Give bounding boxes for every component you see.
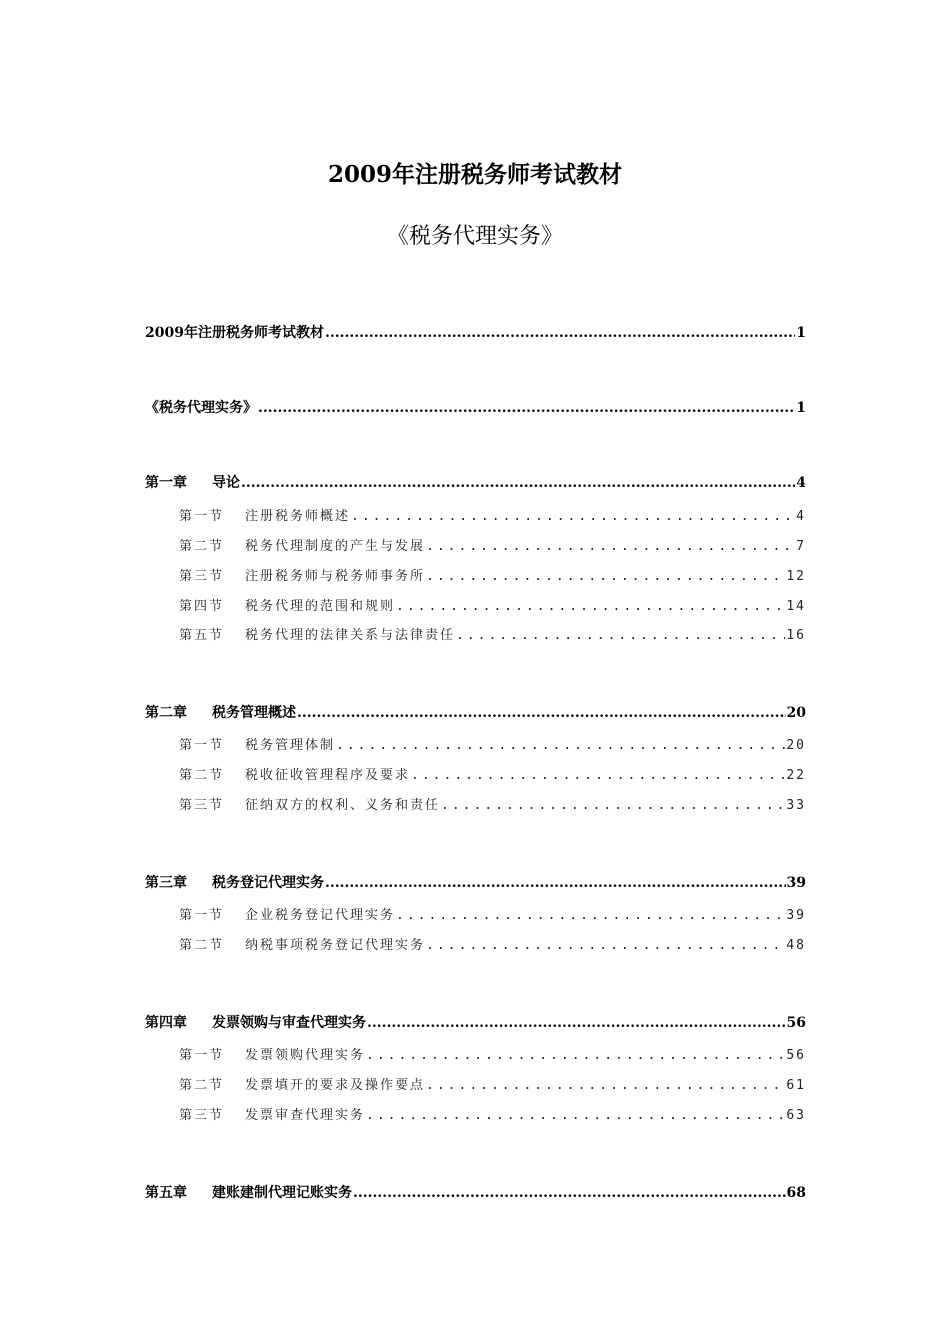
toc-page-number: 61 [786, 1078, 806, 1093]
toc-page-number: 39 [786, 875, 806, 891]
toc-leader-dots [426, 938, 785, 953]
toc-chapter-4[interactable] [145, 1012, 806, 1032]
toc-page-number: 4 [796, 475, 806, 491]
section-number: 第三节 [179, 1108, 225, 1123]
toc-page-number: 12 [786, 569, 806, 584]
toc-page-number: 48 [786, 938, 806, 953]
toc-page-number: 33 [786, 798, 806, 813]
toc-leader-dots [456, 628, 785, 643]
toc-section[interactable] [179, 1104, 806, 1123]
chapter-number: 第一章 [145, 475, 187, 491]
toc-entry-title[interactable] [145, 322, 806, 342]
section-title: 发票审查代理实务 [245, 1108, 366, 1123]
toc-section[interactable] [179, 624, 806, 643]
section-number: 第四节 [179, 599, 225, 614]
section-number: 第二节 [179, 1078, 225, 1093]
chapter-title: 税务登记代理实务 [212, 875, 324, 891]
toc-page-number: 14 [786, 599, 806, 614]
toc-leader-dots [426, 539, 795, 554]
document-subtitle: 《税务代理实务》 [386, 224, 563, 249]
toc-page-number: 68 [786, 1185, 806, 1201]
toc-section[interactable] [179, 595, 806, 614]
toc-chapter-3[interactable] [145, 872, 806, 892]
toc-leader-dots [366, 1108, 785, 1123]
toc-page-number: 16 [786, 628, 806, 643]
section-number: 第一节 [179, 509, 225, 524]
chapter-title: 税务管理概述 [212, 705, 296, 721]
chapter-number: 第三章 [145, 875, 187, 891]
chapter-number: 第四章 [145, 1015, 187, 1031]
chapter-number: 第二章 [145, 705, 187, 721]
section-number: 第五节 [179, 628, 225, 643]
chapter-title: 建账建制代理记账实务 [212, 1185, 352, 1201]
toc-section[interactable] [179, 535, 806, 554]
section-title: 注册税务师与税务师事务所 [245, 569, 426, 584]
toc-page-number: 7 [796, 539, 806, 554]
toc-leader-dots [441, 798, 785, 813]
toc-page-number: 22 [786, 768, 806, 783]
toc-page-number: 1 [796, 325, 806, 341]
toc-page-number: 20 [786, 738, 806, 753]
section-title: 注册税务师概述 [245, 509, 351, 524]
toc-section[interactable] [179, 505, 806, 524]
toc-page-number: 56 [786, 1015, 806, 1031]
section-number: 第二节 [179, 938, 225, 953]
toc-page-number: 1 [796, 400, 806, 416]
section-title: 征纳双方的权利、义务和责任 [245, 798, 441, 813]
toc-chapter-1[interactable] [145, 472, 806, 492]
chapter-title: 发票领购与审查代理实务 [212, 1015, 366, 1031]
toc-leader-dots [325, 325, 795, 341]
toc-leader-dots [297, 705, 786, 721]
section-title: 发票填开的要求及操作要点 [245, 1078, 426, 1093]
chapter-title: 导论 [212, 475, 240, 491]
toc-section[interactable] [179, 794, 806, 813]
toc-leader-dots [396, 599, 785, 614]
toc-leader-dots [258, 400, 795, 416]
section-title: 税务管理体制 [245, 738, 336, 753]
toc-leader-dots [366, 1048, 785, 1063]
toc-leader-dots [241, 475, 795, 491]
section-number: 第一节 [179, 1048, 225, 1063]
toc-page-number: 39 [786, 908, 806, 923]
toc-leader-dots [336, 738, 785, 753]
toc-leader-dots [351, 509, 795, 524]
toc-leader-dots [353, 1185, 786, 1201]
toc-section[interactable] [179, 1074, 806, 1093]
toc-entry-label: 2009年注册税务师考试教材 [145, 325, 324, 341]
toc-section[interactable] [179, 1044, 806, 1063]
toc-entry-subtitle[interactable] [145, 397, 806, 417]
toc-leader-dots [426, 1078, 785, 1093]
section-number: 第三节 [179, 798, 225, 813]
toc-page-number: 56 [786, 1048, 806, 1063]
section-number: 第三节 [179, 569, 225, 584]
section-title: 税务代理制度的产生与发展 [245, 539, 426, 554]
toc-section[interactable] [179, 934, 806, 953]
section-number: 第一节 [179, 738, 225, 753]
toc-chapter-5[interactable] [145, 1182, 806, 1202]
section-title: 税务代理的范围和规则 [245, 599, 396, 614]
section-number: 第二节 [179, 768, 225, 783]
toc-leader-dots [367, 1015, 786, 1031]
section-title: 发票领购代理实务 [245, 1048, 366, 1063]
section-title: 纳税事项税务登记代理实务 [245, 938, 426, 953]
toc-section[interactable] [179, 734, 806, 753]
toc-page-number: 63 [786, 1108, 806, 1123]
toc-leader-dots [396, 908, 785, 923]
toc-section[interactable] [179, 904, 806, 923]
section-number: 第一节 [179, 908, 225, 923]
toc-leader-dots [325, 875, 786, 891]
toc-leader-dots [426, 569, 785, 584]
toc-section[interactable] [179, 565, 806, 584]
toc-page-number: 20 [786, 705, 806, 721]
section-title: 企业税务登记代理实务 [245, 908, 396, 923]
chapter-number: 第五章 [145, 1185, 187, 1201]
toc-chapter-2[interactable] [145, 702, 806, 722]
section-title: 税务代理的法律关系与法律责任 [245, 628, 456, 643]
section-title: 税收征收管理程序及要求 [245, 768, 411, 783]
toc-page-number: 4 [796, 509, 806, 524]
table-of-contents [145, 0, 806, 1344]
section-number: 第二节 [179, 539, 225, 554]
document-title: 2009年注册税务师考试教材 [327, 161, 622, 188]
toc-entry-label: 《税务代理实务》 [145, 400, 257, 416]
toc-section[interactable] [179, 764, 806, 783]
toc-leader-dots [411, 768, 785, 783]
